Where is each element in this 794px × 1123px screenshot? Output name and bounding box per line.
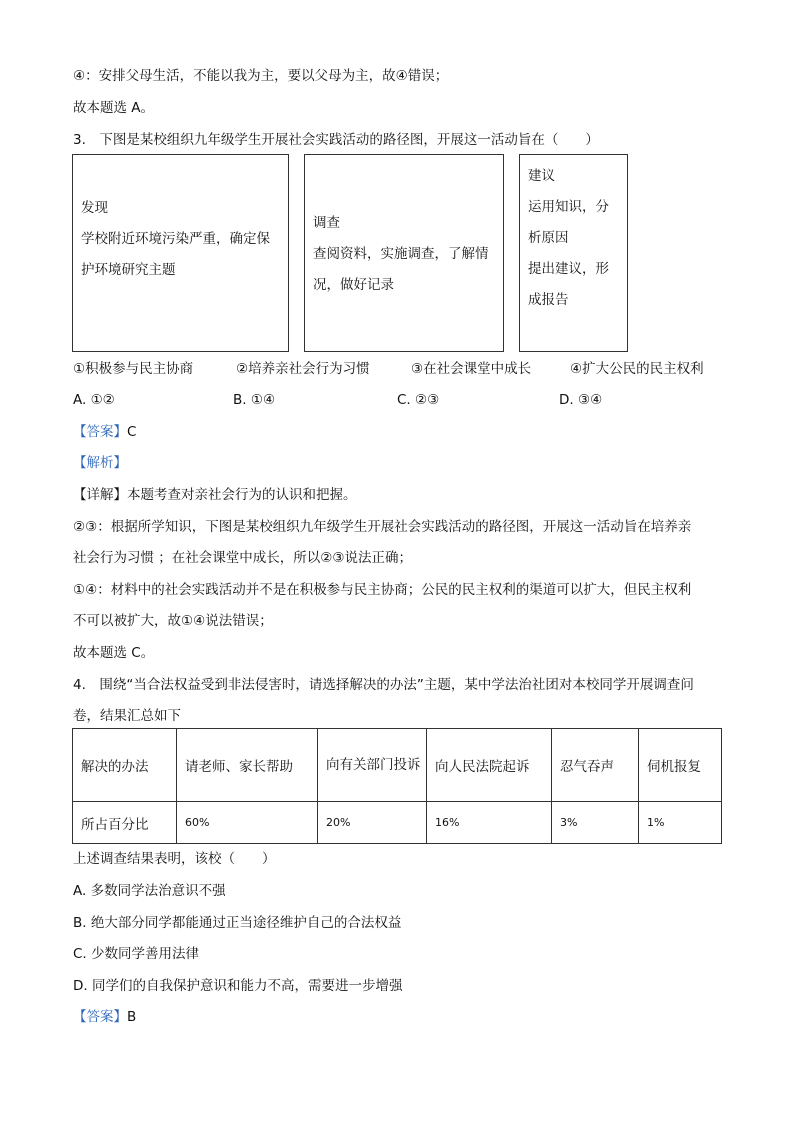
answer-tag: 【答案】	[73, 1009, 127, 1025]
q3-detail	[73, 485, 357, 505]
answer-value: B	[127, 1009, 137, 1025]
q4-question: 上述调查结果表明，该校（ ）	[73, 851, 276, 867]
choice: C. ②③	[397, 392, 440, 408]
q4-option-d: D. 同学们的自我保护意识和能力不高，需要进一步增强	[73, 978, 403, 994]
q4-stem: 4. 围绕“当合法权益受到非法侵害时，请选择解决的办法”主题，某中学法治社团对本校同学开展调查问	[73, 677, 694, 693]
statement: ②培养亲社会行为习惯	[236, 361, 370, 377]
table-header-cell: 向有关部门投诉	[318, 729, 427, 802]
table-header-cell: 解决的办法	[73, 729, 177, 802]
q3-explanation-line: ①④：材料中的社会实践活动并不是在积极参与民主协商；公民的民主权利的渠道可以扩大，但民主权利	[73, 582, 692, 598]
q2-explanation-line: ④：安排父母生活，不能以我为主，要以父母为主，故④错误；	[73, 68, 449, 84]
box-line: 成报告	[528, 292, 569, 308]
table-header-cell: 请老师、家长帮助	[177, 729, 318, 802]
q3-analysis-tag	[73, 453, 127, 473]
table-row	[73, 802, 722, 844]
table-header-cell: 伺机报复	[639, 729, 722, 802]
q3-stem: 3. 下图是某校组织九年级学生开展社会实践活动的路径图，开展这一活动旨在（ ）	[73, 132, 599, 148]
table-header-cell: 向人民法院起诉	[427, 729, 552, 802]
box-line: 发现	[81, 200, 108, 216]
table-cell: 20%	[318, 802, 427, 844]
q4-stem-continued: 卷，结果汇总如下	[73, 708, 181, 724]
answer-value: C	[127, 424, 137, 440]
box-line: 提出建议，形	[528, 261, 609, 277]
box-line: 况，做好记录	[313, 277, 394, 293]
q4-option-b: B. 绝大部分同学都能通过正当途径维护自己的合法权益	[73, 915, 402, 931]
table-row	[73, 729, 722, 802]
table-cell: 1%	[639, 802, 722, 844]
q3-explanation-line: 不可以被扩大，故①④说法错误；	[73, 613, 273, 629]
box-line: 护环境研究主题	[81, 262, 176, 278]
table-cell: 16%	[427, 802, 552, 844]
statement: ③在社会课堂中成长	[411, 361, 532, 377]
choice: B. ①④	[233, 392, 276, 408]
table-header-cell: 忍气吞声	[552, 729, 639, 802]
q3-answer	[73, 422, 136, 442]
table-cell: 3%	[552, 802, 639, 844]
analysis-tag: 【解析】	[73, 455, 127, 471]
path-box-investigate	[304, 154, 504, 352]
survey-table	[72, 728, 722, 844]
q4-answer	[73, 1007, 136, 1027]
detail-tag: 【详解】	[73, 487, 127, 503]
statement: ①积极参与民主协商	[73, 361, 194, 377]
box-line: 查阅资料，实施调查，了解情	[313, 246, 489, 262]
detail-text: 本题考查对亲社会行为的认识和把握。	[127, 487, 357, 503]
box-line: 调查	[313, 215, 340, 231]
table-row-label: 所占百分比	[73, 802, 177, 844]
choice: A. ①②	[73, 392, 115, 408]
box-line: 学校附近环境污染严重，确定保	[81, 231, 270, 247]
answer-tag: 【答案】	[73, 424, 127, 440]
table-cell: 60%	[177, 802, 318, 844]
box-line: 析原因	[528, 230, 569, 246]
q2-conclusion: 故本题选 A。	[73, 100, 155, 116]
box-line: 建议	[528, 168, 555, 184]
choice: D. ③④	[559, 392, 603, 408]
path-box-suggest	[519, 154, 628, 352]
path-box-discover	[72, 154, 289, 352]
statement: ④扩大公民的民主权利	[570, 361, 704, 377]
q4-option-a: A. 多数同学法治意识不强	[73, 883, 226, 899]
q3-explanation-line: 社会行为习惯 ；在社会课堂中成长，所以②③说法正确；	[73, 550, 412, 566]
box-line: 运用知识，分	[528, 199, 609, 215]
q3-explanation-line: ②③：根据所学知识，下图是某校组织九年级学生开展社会实践活动的路径图，开展这一活动旨在培养亲	[73, 519, 692, 535]
q4-option-c: C. 少数同学善用法律	[73, 946, 200, 962]
q3-conclusion: 故本题选 C。	[73, 645, 155, 661]
